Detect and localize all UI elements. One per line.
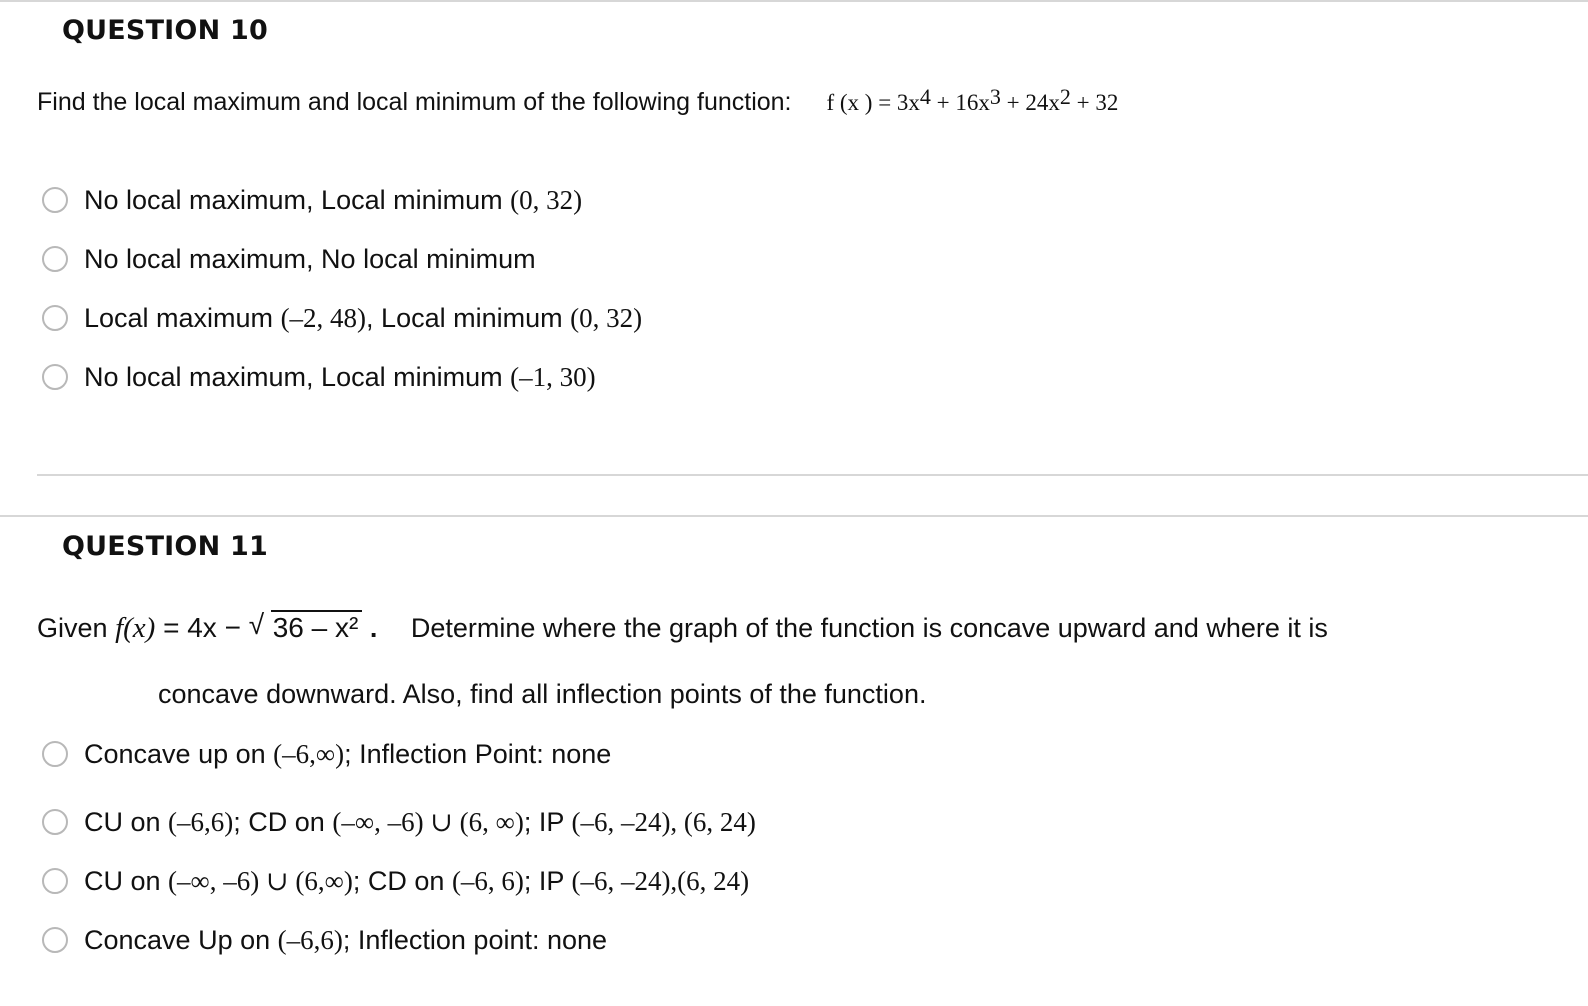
q10-option-2[interactable]: No local maximum, No local minimum (42, 241, 536, 277)
question-11-title: QUESTION 11 (62, 531, 268, 562)
q11-option-3[interactable]: CU on (–∞, –6) ∪ (6,∞); CD on (–6, 6); IP (–6, –24),(6, 24) (42, 863, 749, 899)
radio-button[interactable] (42, 187, 68, 213)
sqrt-expression: √ 36 – x² (249, 612, 363, 644)
function-name: f(x) (115, 612, 156, 644)
radio-button[interactable] (42, 364, 68, 390)
question-10-title: QUESTION 10 (62, 15, 268, 46)
radio-button[interactable] (42, 927, 68, 953)
q11-option-1[interactable]: Concave up on (–6,∞); Inflection Point: none (42, 736, 611, 772)
radio-button[interactable] (42, 868, 68, 894)
question-10-function: f (x ) = $3x^4 + 16x^3 + 24x^2 + 32$ (826, 84, 1119, 115)
radio-button[interactable] (42, 809, 68, 835)
question-10-prompt (37, 84, 1119, 117)
q10-option-4[interactable]: No local maximum, Local minimum (–1, 30) (42, 359, 596, 395)
q11-option-4[interactable]: Concave Up on (–6,6); Inflection point: none (42, 922, 607, 958)
sqrt-icon: √ (248, 609, 265, 640)
radio-button[interactable] (42, 741, 68, 767)
radio-button[interactable] (42, 246, 68, 272)
q11-option-2[interactable]: CU on (–6,6); CD on (–∞, –6) ∪ (6, ∞); IP (–6, –24), (6, 24) (42, 804, 756, 840)
question-10-text: Find the local maximum and local minimum of the following function: (37, 88, 792, 116)
radio-button[interactable] (42, 305, 68, 331)
question-inner-divider (37, 474, 1588, 476)
given-label: Given (37, 613, 108, 643)
function-eq: = 4x − (155, 612, 249, 643)
question-11-text-1: Determine where the graph of the function is concave upward and where it is (410, 613, 1328, 643)
question-divider (0, 515, 1588, 517)
question-11-prompt-line1: Given f(x) = 4x − √ 36 – x² . Determine where the graph of the function is concave upward and where it is (37, 609, 1328, 644)
q10-option-1[interactable]: No local maximum, Local minimum (0, 32) (42, 182, 582, 218)
question-11-prompt-line2: concave downward. Also, find all inflection points of the function. (158, 679, 927, 709)
q10-option-3[interactable]: Local maximum (–2, 48), Local minimum (0, 32) (42, 300, 642, 336)
top-divider (0, 0, 1588, 2)
